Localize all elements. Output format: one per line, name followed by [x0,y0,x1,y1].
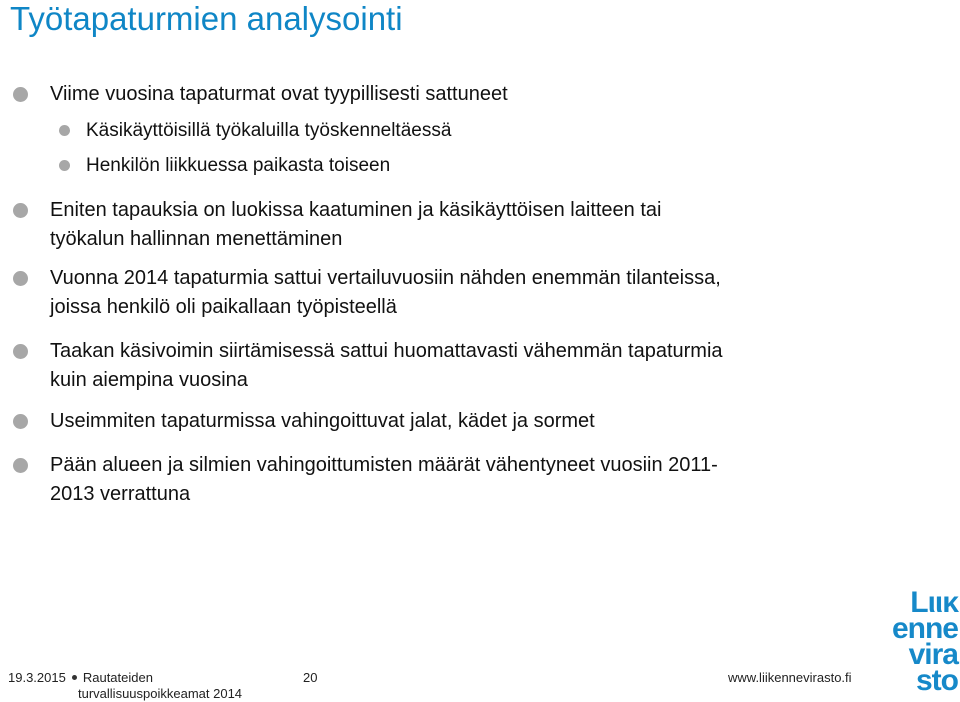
bullet-text: Pään alueen ja silmien vahingoittumisten määrät vähentyneet vuosiin 2011- [50,454,718,476]
footer-report-title: Rautateiden [82,670,153,685]
bullet-text: kuin aiempina vuosina [50,369,248,391]
bullet-dot-icon [13,344,28,359]
bullet-dot-icon [59,160,70,171]
footer-date [8,670,153,685]
footer-date-text: 19.3.2015 [8,670,66,685]
bullet-item [50,80,860,109]
bullet-dot-icon [13,203,28,218]
bullet-text: 2013 verrattuna [50,483,191,505]
bullet-text: työkalun hallinnan menettäminen [50,228,343,250]
bullet-text: Useimmiten tapaturmissa vahingoittuvat jalat, kädet ja sormet [50,410,595,432]
bullet-dot-icon [13,271,28,286]
bullet-dot-icon [13,414,28,429]
separator-dot-icon [72,675,77,680]
bullet-item [50,196,860,254]
logo-line: enne [891,612,958,645]
bullet-text: Vuonna 2014 tapaturmia sattui vertailuvuosiin nähden enemmän tilanteissa, [50,267,721,289]
footer-website: www.liikennevirasto.fi [728,670,852,685]
bullet-item [50,337,860,395]
bullet-text: Käsikäyttöisillä työkaluilla työskenneltäessä [86,120,452,141]
logo-line: Lιικ [910,586,958,619]
sub-bullet-item [86,151,846,180]
bullet-text: Viime vuosina tapaturmat ovat tyypillisesti sattuneet [50,83,508,105]
bullet-dot-icon [59,125,70,136]
bullet-item [50,451,860,509]
bullet-item [50,264,860,322]
bullet-dot-icon [13,87,28,102]
bullet-dot-icon [13,458,28,473]
bullet-item [50,407,860,436]
bullet-text: Henkilön liikkuessa paikasta toiseen [86,155,391,176]
footer-report-subtitle: turvallisuuspoikkeamat 2014 [78,686,243,701]
bullet-text: Eniten tapauksia on luokissa kaatuminen ja käsikäyttöisen laitteen tai [50,199,662,221]
logo-line: sto [916,664,958,697]
logo-line: vira [908,638,958,671]
sub-bullet-item [86,116,846,145]
bullet-text: Taakan käsivoimin siirtämisessä sattui huomattavasti vähemmän tapaturmia [50,340,723,362]
page-number: 20 [303,670,318,685]
liikennevirasto-logo [882,586,958,697]
slide-title: Työtapaturmien analysointi [10,0,403,37]
bullet-text: joissa henkilö oli paikallaan työpisteellä [50,296,397,318]
